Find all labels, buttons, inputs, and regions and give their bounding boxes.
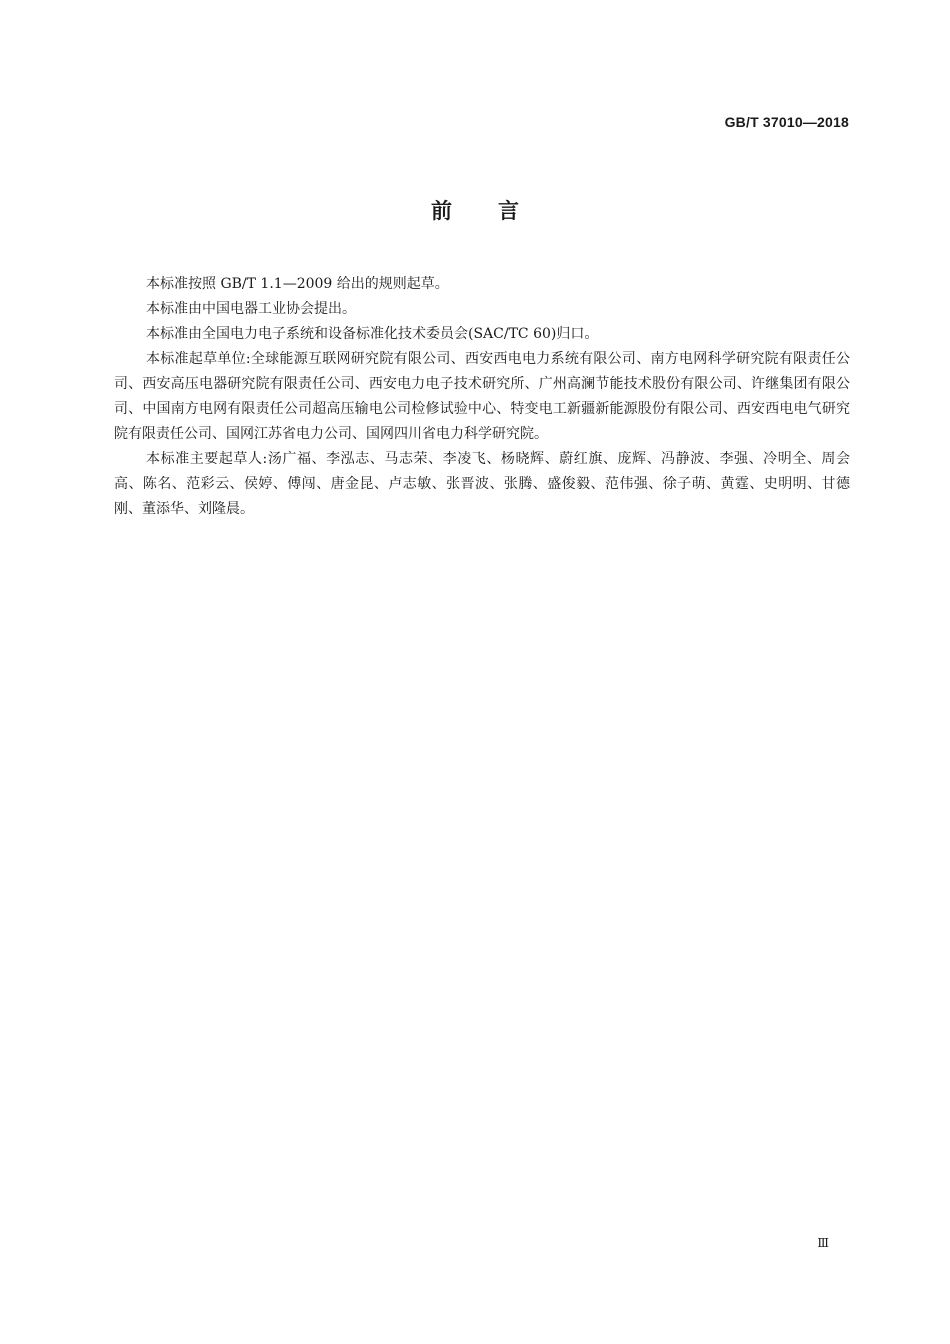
paragraph-proposer: 本标准由中国电器工业协会提出。 [146,301,356,317]
standard-number: GB/T 37010—2018 [724,114,849,130]
foreword-body [114,272,850,522]
paragraph-drafters: 本标准主要起草人:汤广福、李泓志、马志荣、李凌飞、杨晓辉、蔚红旗、庞辉、冯静波、李强、冷明全、周会高、陈名、范彩云、侯婷、傅闯、唐金昆、卢志敏、张晋波、张腾、盛俊毅、范伟强、徐子萌、黄霆、史明明、甘德刚、董添华、刘隆晨。 [114,451,850,517]
page-number: Ⅲ [817,1236,829,1250]
page-title: 前言 [431,199,565,223]
paragraph-administrator: 本标准由全国电力电子系统和设备标准化技术委员会(SAC/TC 60)归口。 [146,326,599,342]
paragraph-drafting-units: 本标准起草单位:全球能源互联网研究院有限公司、西安西电电力系统有限公司、南方电网科学研究院有限责任公司、西安高压电器研究院有限责任公司、西安电力电子技术研究所、广州高澜节能技术股份有限公司、许继集团有限公司、中国南方电网有限责任公司超高压输电公司检修试验中心、特变电工新疆新能源股份有限公司、西安西电电气研究院有限责任公司、国网江苏省电力公司、国网四川省电力科学研究院。 [114,351,850,442]
paragraph-drafting-rules: 本标准按照 GB/T 1.1—2009 给出的规则起草。 [146,276,449,292]
